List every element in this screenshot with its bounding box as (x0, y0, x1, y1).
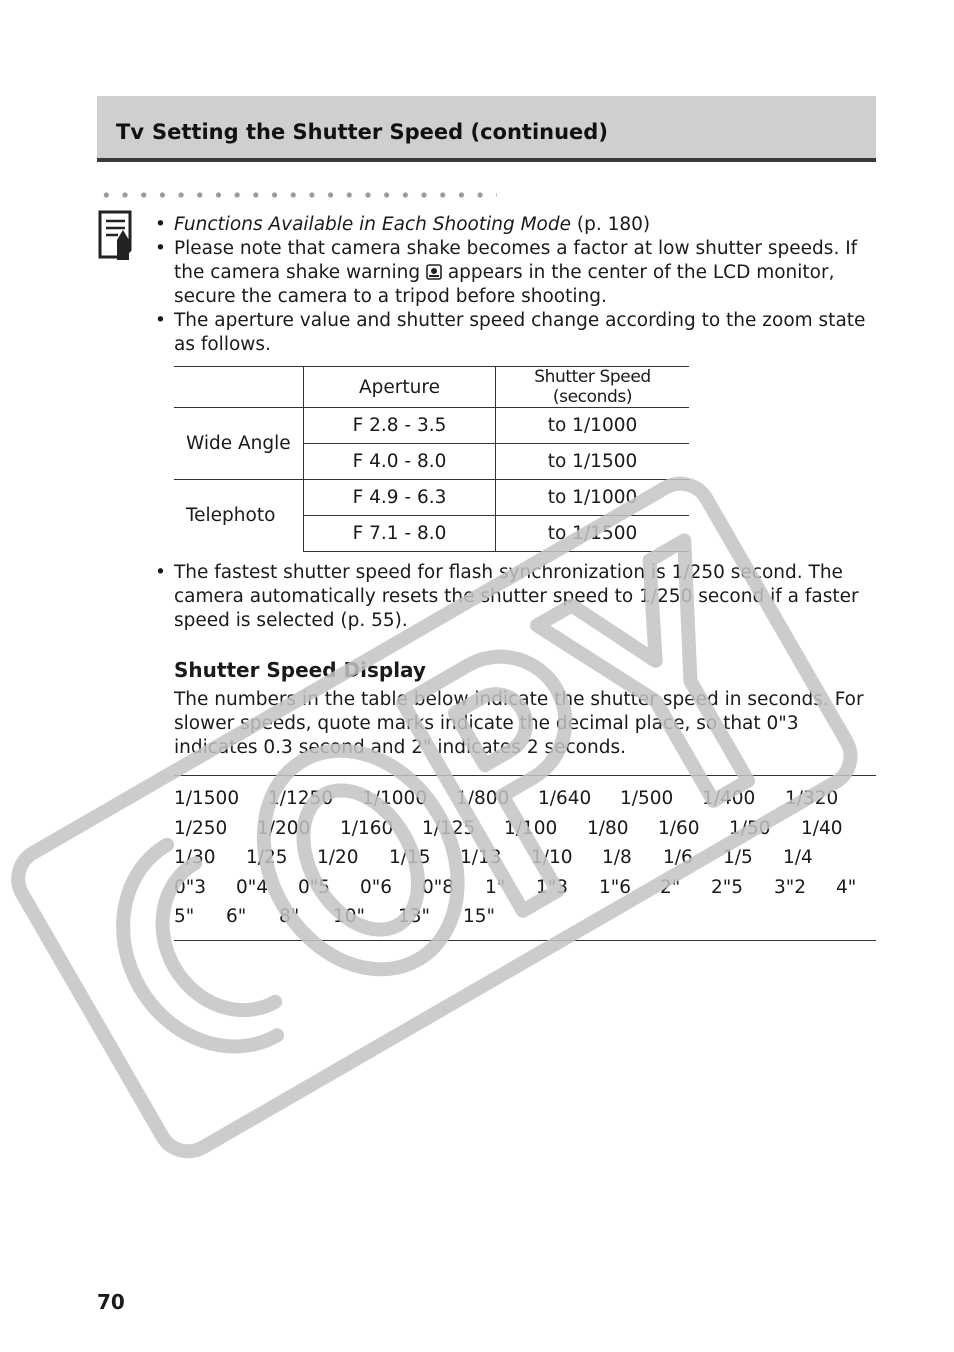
speed-value: 1/640 (538, 788, 592, 809)
speed-value: 1/400 (702, 788, 756, 809)
note-item-camera-shake-text-a: Please note that camera shake becomes a factor at low shutter speeds. If the camera shake warning (174, 238, 858, 283)
speed-value: 8" (279, 906, 300, 927)
speed-value: 1/60 (658, 818, 700, 839)
table-group-telephoto: Telephoto (174, 480, 304, 552)
page-number: 70 (97, 1290, 125, 1314)
note-item-functions-ref: Functions Available in Each Shooting Mode (174, 214, 571, 235)
speed-value: 1/200 (257, 818, 311, 839)
speed-value: 1/1000 (362, 788, 428, 809)
section-title-text: Setting the Shutter Speed (continued) (152, 120, 608, 144)
speed-value: 1/1500 (174, 788, 240, 809)
flash-sync-note (155, 561, 875, 633)
speed-value: 1/13 (460, 847, 502, 868)
speed-value: 1/8 (602, 847, 632, 868)
table-cell-speed: to 1/1000 (547, 415, 638, 436)
camera-shake-warning-icon (426, 264, 442, 280)
zoom-aperture-table (174, 366, 689, 552)
speed-value: 1/6 (663, 847, 693, 868)
speed-value: 1/500 (620, 788, 674, 809)
speed-value: 6" (226, 906, 247, 927)
note-item-zoom-state: • The aperture value and shutter speed change according to the zoom state as follows. (155, 309, 875, 357)
speed-value: 1" (485, 877, 506, 898)
shutter-speed-display-text: The numbers in the table below indicate the shutter speed in seconds. For slower speeds, quote marks indicate the decimal place, so that 0"3 indicates 0.3 second and 2" indicates 2 seconds. (174, 689, 864, 758)
table-row (174, 480, 689, 516)
speed-value: 1/20 (317, 847, 359, 868)
table-cell-speed: to 1/1500 (496, 516, 690, 552)
speed-value: 1/125 (422, 818, 476, 839)
speed-value: 0"4 (236, 877, 269, 898)
speed-value: 1/30 (174, 847, 216, 868)
speed-value: 13" (398, 906, 431, 927)
table-cell-speed: to 1/1000 (496, 480, 690, 516)
speed-value: 1/800 (456, 788, 510, 809)
speed-value: 1/320 (785, 788, 839, 809)
table-cell-aperture: F 7.1 - 8.0 (304, 516, 496, 552)
table-row (174, 408, 689, 444)
note-icon (98, 210, 136, 262)
speed-value: 1/250 (174, 818, 228, 839)
shutter-speed-values-box (174, 775, 876, 941)
note-item-functions-page: (p. 180) (570, 214, 651, 235)
note-item-functions (155, 213, 875, 237)
speed-value: 1/80 (587, 818, 629, 839)
table-cell-aperture: F 4.9 - 6.3 (304, 480, 496, 516)
speed-value: 1/50 (729, 818, 771, 839)
speed-value: 2"5 (711, 877, 744, 898)
speed-value: 5" (174, 906, 195, 927)
shutter-speed-display-title: Shutter Speed Display (174, 658, 426, 682)
speed-value: 1/1250 (268, 788, 334, 809)
note-item-camera-shake (155, 237, 875, 309)
flash-sync-note-text: • The fastest shutter speed for flash synchronization is 1/250 second. The camera automatically resets the shutter speed to 1/250 second if a faster speed is selected (p. 55). (155, 561, 875, 633)
speed-value: 1/160 (340, 818, 394, 839)
table-group-wide-angle: Wide Angle (174, 408, 304, 480)
speed-value: 1/100 (504, 818, 558, 839)
speed-value: 15" (463, 906, 496, 927)
speed-value: 1/10 (531, 847, 573, 868)
speed-value: 1"6 (599, 877, 632, 898)
table-header-row (174, 367, 689, 408)
speed-value: 1/25 (246, 847, 288, 868)
speed-value: 1/4 (783, 847, 813, 868)
table-cell-speed: to 1/1500 (496, 444, 690, 480)
table-cell-aperture: F 2.8 - 3.5 (304, 408, 496, 444)
speed-value: 0"3 (174, 877, 207, 898)
speed-value: 2" (660, 877, 681, 898)
speed-value: 1/15 (389, 847, 431, 868)
table-header-empty (174, 367, 304, 408)
table-header-shutter-speed: Shutter Speed (seconds) (496, 367, 690, 408)
speed-value: 3"2 (774, 877, 807, 898)
tv-mode-icon: Tv (116, 120, 145, 144)
section-title (116, 120, 608, 144)
speed-value: 0"6 (360, 877, 393, 898)
speed-value: 1"3 (536, 877, 569, 898)
speed-value: 0"5 (298, 877, 331, 898)
speed-value: 1/5 (723, 847, 753, 868)
table-header-aperture: Aperture (304, 367, 496, 408)
note-item-camera-shake-text-b: appears in the center of the LCD monitor, secure the camera to a tripod before shooting. (174, 262, 835, 307)
speed-value: 0"8 (422, 877, 455, 898)
speed-value: 1/40 (801, 818, 843, 839)
notes-list (155, 213, 875, 357)
speed-value: 10" (333, 906, 366, 927)
table-cell-aperture: F 4.0 - 8.0 (304, 444, 496, 480)
dotted-divider (97, 190, 497, 200)
speed-value: 4" (836, 877, 857, 898)
